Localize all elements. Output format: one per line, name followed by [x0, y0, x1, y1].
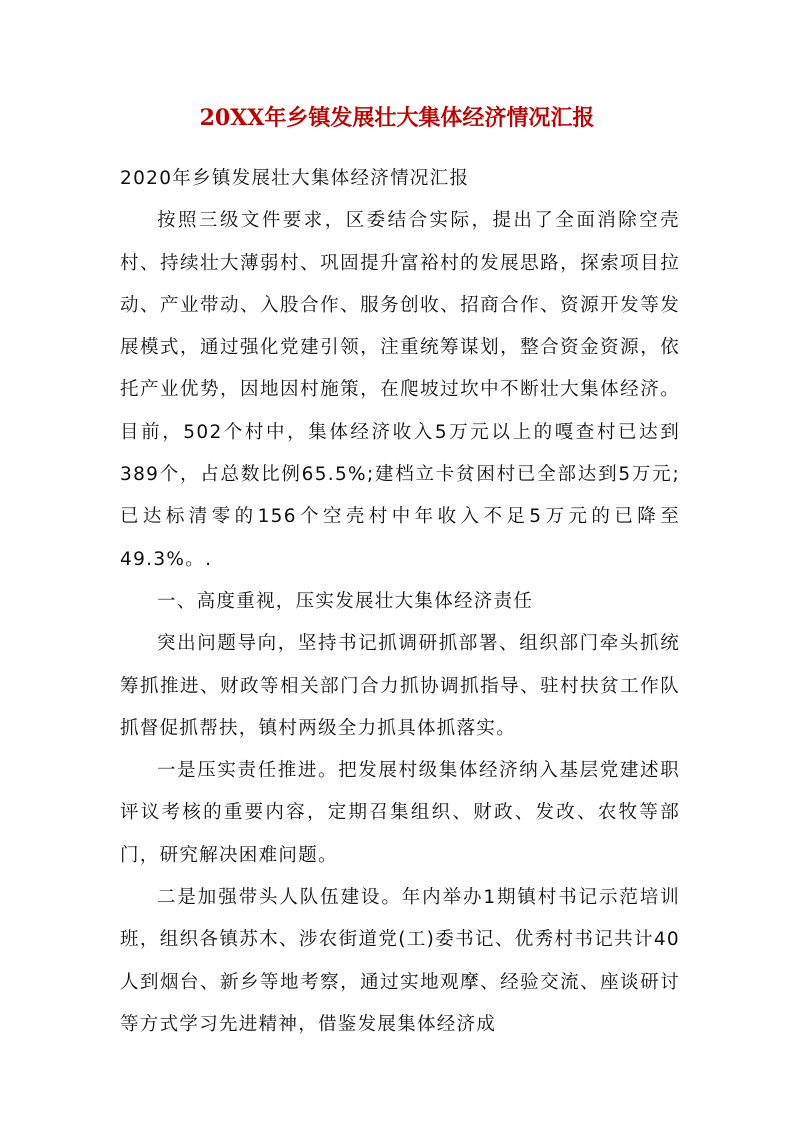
- section-heading: 一、高度重视，压实发展壮大集体经济责任: [157, 590, 534, 612]
- document-body: [120, 158, 680, 1046]
- subtitle-paragraph: 2020年乡镇发展壮大集体经济情况汇报: [120, 168, 470, 189]
- body-paragraph: 突出问题导向，坚持书记抓调研抓部署、组织部门牵头抓统筹抓推进、财政等相关部门合力抓协调抓指导、驻村扶贫工作队抓督促抓帮扶，镇村两级全力抓具体抓落实。: [120, 633, 680, 739]
- body-paragraph: 二是加强带头人队伍建设。年内举办1期镇村书记示范培训班，组织各镇苏木、涉农街道党(工)委书记、优秀村书记共计40人到烟台、新乡等地考察，通过实地观摩、经验交流、座谈研讨等方式学习先进精神，借鉴发展集体经济成: [120, 887, 680, 1035]
- intro-paragraph: 按照三级文件要求，区委结合实际，提出了全面消除空壳村、持续壮大薄弱村、巩固提升富裕村的发展思路，探索项目拉动、产业带动、入股合作、服务创收、招商合作、资源开发等发展模式，通过强化党建引领，注重统筹谋划，整合资金资源，依托产业优势，因地因村施策，在爬坡过坎中不断壮大集体经济。目前，502个村中，集体经济收入5万元以上的嘎查村已达到389个，占总数比例65.5%;建档立卡贫困村已全部达到5万元;已达标清零的156个空壳村中年收入不足5万元的已降至49.3%。.: [120, 210, 680, 570]
- body-paragraph: 一是压实责任推进。把发展村级集体经济纳入基层党建述职评议考核的重要内容，定期召集组织、财政、发改、农牧等部门，研究解决困难问题。: [120, 760, 680, 866]
- document-title: 20XX年乡镇发展壮大集体经济情况汇报: [199, 105, 595, 131]
